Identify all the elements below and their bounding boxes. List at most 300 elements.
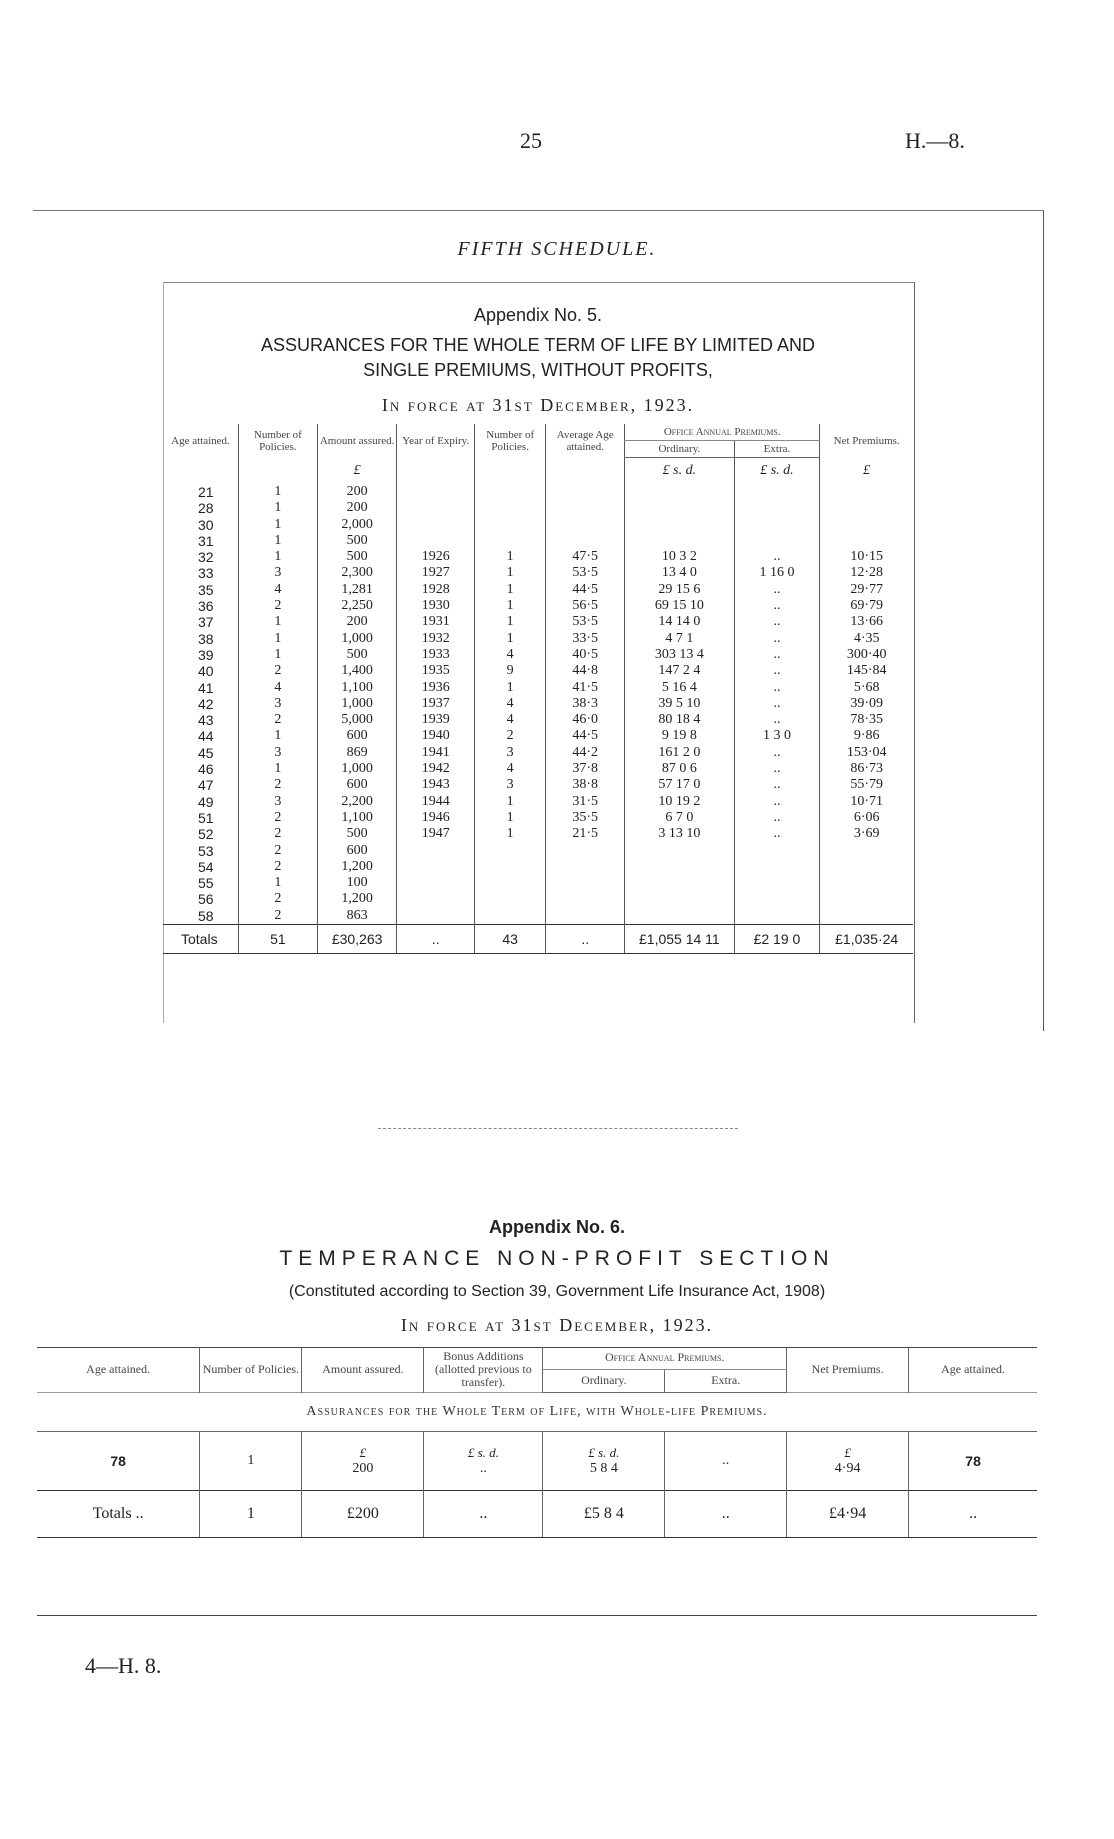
cell-policies: 2	[238, 777, 317, 793]
unit-amount6: £	[359, 1445, 367, 1460]
cell-policies-2: 1	[475, 826, 546, 842]
cell-policies-2	[475, 484, 546, 500]
table-row	[163, 647, 913, 663]
cell-policies: 1	[238, 517, 317, 533]
cell-age: 46	[198, 761, 214, 778]
table-row	[163, 875, 913, 891]
cell-extra	[734, 859, 820, 875]
cell-ordinary	[625, 843, 734, 859]
cell-policies-2: 4	[475, 761, 546, 777]
cell-average-age: 44·5	[546, 728, 625, 744]
cell-year-expiry: 1936	[397, 680, 475, 696]
cell-ordinary-value: 5 8 4	[589, 1461, 618, 1476]
table-row	[163, 810, 913, 826]
cell-year-expiry: 1939	[397, 712, 475, 728]
cell-net	[820, 859, 913, 875]
header-net-premiums: Net Premiums.	[820, 424, 913, 458]
cell-ordinary	[625, 484, 734, 500]
cell-age: 78	[110, 1453, 126, 1469]
cell-extra: ..	[665, 1432, 787, 1491]
cell-average-age: 21·5	[546, 826, 625, 842]
cell-amount: 200	[317, 500, 397, 516]
cell-age: 47	[198, 777, 214, 794]
cell-amount: 1,000	[317, 696, 397, 712]
cell-ordinary	[625, 517, 734, 533]
cell-age: 49	[198, 793, 214, 810]
cell-ordinary: 161 2 0	[625, 745, 734, 761]
cell-extra	[734, 500, 820, 516]
cell-age: 39	[198, 646, 214, 663]
cell-age: 52	[198, 826, 214, 843]
cell-net	[820, 908, 913, 925]
table-row	[163, 680, 913, 696]
table-row	[163, 728, 913, 744]
cell-amount: 600	[317, 777, 397, 793]
cell-amount: 500	[317, 647, 397, 663]
appendix5-heading: Appendix No. 5.	[473, 305, 603, 325]
cell-age: 58	[198, 907, 214, 924]
cell-ordinary: 39 5 10	[625, 696, 734, 712]
table-row	[163, 484, 913, 500]
cell-extra: ..	[734, 647, 820, 663]
cell-amount	[302, 1432, 424, 1491]
cell-policies: 1	[238, 761, 317, 777]
cell-ordinary: 57 17 0	[625, 777, 734, 793]
cell-policies-2: 1	[475, 680, 546, 696]
cell-policies-2: 1	[475, 614, 546, 630]
cell-ordinary: 5 16 4	[625, 680, 734, 696]
cell-ordinary	[625, 875, 734, 891]
cell-year-expiry	[397, 533, 475, 549]
cell-age: 53	[198, 842, 214, 859]
header-age: Age attained.	[171, 434, 230, 447]
appendix5-title-line2: SINGLE PREMIUMS, WITHOUT PROFITS,	[363, 360, 713, 380]
cell-policies-2: 2	[475, 728, 546, 744]
cell-average-age	[546, 533, 625, 549]
cell-year-expiry	[397, 859, 475, 875]
unit-net: £	[820, 458, 913, 485]
header-number-policies-2: Number of Policies.	[475, 424, 546, 458]
cell-age: 54	[198, 858, 214, 875]
cell-policies-2	[475, 533, 546, 549]
cell-policies: 1	[200, 1432, 302, 1491]
cell-age: 36	[198, 598, 214, 615]
table-row	[163, 843, 913, 859]
cell-average-age: 41·5	[546, 680, 625, 696]
cell-policies-2: 1	[475, 565, 546, 581]
table-row	[37, 1432, 1037, 1491]
totals-amount: £30,263	[317, 925, 397, 954]
cell-amount: 1,281	[317, 582, 397, 598]
cell-policies-2: 1	[475, 810, 546, 826]
cell-net	[820, 891, 913, 907]
cell-policies-2	[475, 891, 546, 907]
cell-age: 33	[198, 565, 214, 582]
cell-average-age	[546, 843, 625, 859]
table-row	[163, 859, 913, 875]
cell-net: 145·84	[820, 663, 913, 679]
cell-ordinary: 9 19 8	[625, 728, 734, 744]
cell-extra: ..	[734, 582, 820, 598]
cell-net: 300·40	[820, 647, 913, 663]
cell-extra	[734, 843, 820, 859]
cell-policies: 3	[238, 696, 317, 712]
cell-age: 56	[198, 891, 214, 908]
cell-amount: 1,100	[317, 680, 397, 696]
cell-ordinary	[625, 908, 734, 925]
totals-average-age: ..	[546, 925, 625, 954]
cell-policies: 1	[238, 500, 317, 516]
cell-age: 31	[198, 532, 214, 549]
cell-extra: ..	[734, 745, 820, 761]
cell-bonus	[424, 1432, 543, 1491]
cell-net: 3·69	[820, 826, 913, 842]
cell-year-expiry	[397, 908, 475, 925]
cell-policies-2: 1	[475, 582, 546, 598]
cell-year-expiry: 1935	[397, 663, 475, 679]
schedule-title: FIFTH SCHEDULE.	[457, 238, 657, 260]
header6-net: Net Premiums.	[787, 1347, 909, 1393]
cell-ordinary: 13 4 0	[625, 565, 734, 581]
appendix6-table	[37, 1347, 1037, 1538]
cell-ordinary	[625, 500, 734, 516]
cell-ordinary	[625, 533, 734, 549]
cell-age: 45	[198, 744, 214, 761]
cell-year-expiry: 1933	[397, 647, 475, 663]
cell-amount: 1,000	[317, 761, 397, 777]
cell-year-expiry: 1940	[397, 728, 475, 744]
cell-year-expiry: 1942	[397, 761, 475, 777]
header-office-premiums: Office Annual Premiums.	[625, 424, 820, 441]
cell-year-expiry: 1931	[397, 614, 475, 630]
cell-net	[787, 1432, 909, 1491]
cell-net	[820, 875, 913, 891]
cell-average-age	[546, 500, 625, 516]
cell-net: 39·09	[820, 696, 913, 712]
cell-net: 86·73	[820, 761, 913, 777]
header-amount: Amount assured.	[317, 424, 397, 458]
table-row	[163, 908, 913, 925]
cell-year-expiry	[397, 843, 475, 859]
cell-net: 55·79	[820, 777, 913, 793]
cell-extra	[734, 891, 820, 907]
table-row	[163, 549, 913, 565]
cell-average-age: 38·8	[546, 777, 625, 793]
page-number: 25	[520, 128, 542, 153]
totals-ordinary: £5 8 4	[543, 1491, 665, 1538]
cell-average-age	[546, 517, 625, 533]
cell-net	[820, 484, 913, 500]
cell-policies: 1	[238, 484, 317, 500]
unit-ordinary: £ s. d.	[625, 458, 734, 485]
header6-age-2: Age attained.	[909, 1347, 1037, 1393]
totals-policies: 1	[200, 1491, 302, 1538]
cell-policies: 2	[238, 826, 317, 842]
cell-extra: ..	[734, 598, 820, 614]
cell-policies-2: 1	[475, 549, 546, 565]
unit-bonus6: £ s. d.	[467, 1445, 499, 1460]
cell-policies: 1	[238, 549, 317, 565]
cell-extra: ..	[734, 777, 820, 793]
cell-ordinary: 14 14 0	[625, 614, 734, 630]
cell-extra	[734, 533, 820, 549]
unit-net6: £	[844, 1445, 851, 1460]
cell-average-age: 33·5	[546, 631, 625, 647]
section-divider	[378, 1128, 738, 1129]
table-row	[163, 517, 913, 533]
cell-average-age	[546, 875, 625, 891]
table-row	[163, 598, 913, 614]
table-row	[163, 631, 913, 647]
cell-year-expiry: 1947	[397, 826, 475, 842]
cell-amount: 1,200	[317, 859, 397, 875]
cell-net: 12·28	[820, 565, 913, 581]
cell-policies: 2	[238, 810, 317, 826]
cell-policies-2	[475, 517, 546, 533]
table-row	[163, 826, 913, 842]
totals-extra: ..	[665, 1491, 787, 1538]
cell-policies-2: 1	[475, 598, 546, 614]
unit-ordinary6: £ s. d.	[588, 1445, 620, 1460]
cell-age-2: 78	[909, 1432, 1037, 1491]
cell-year-expiry: 1941	[397, 745, 475, 761]
cell-policies: 2	[238, 891, 317, 907]
table-row	[163, 777, 913, 793]
header-extra: Extra.	[734, 441, 820, 458]
cell-extra: ..	[734, 549, 820, 565]
table-row	[163, 500, 913, 516]
cell-age: 21	[198, 484, 214, 500]
header-average-age: Average Age attained.	[546, 424, 625, 458]
cell-ordinary: 6 7 0	[625, 810, 734, 826]
cell-amount: 200	[317, 614, 397, 630]
totals-ordinary: £1,055 14 11	[625, 925, 734, 954]
cell-average-age	[546, 908, 625, 925]
unit-amount: £	[317, 458, 397, 485]
cell-policies: 1	[238, 533, 317, 549]
cell-net: 10·71	[820, 794, 913, 810]
cell-net	[820, 843, 913, 859]
cell-policies: 1	[238, 614, 317, 630]
cell-age: 42	[198, 695, 214, 712]
cell-ordinary: 87 0 6	[625, 761, 734, 777]
footer-reference: 4—H. 8.	[85, 1653, 162, 1678]
cell-average-age	[546, 891, 625, 907]
cell-ordinary: 80 18 4	[625, 712, 734, 728]
cell-amount: 2,000	[317, 517, 397, 533]
cell-policies: 2	[238, 712, 317, 728]
cell-average-age: 38·3	[546, 696, 625, 712]
cell-average-age: 35·5	[546, 810, 625, 826]
cell-policies-2: 4	[475, 696, 546, 712]
header-year-expiry: Year of Expiry.	[397, 424, 475, 458]
header6-bonus: Bonus Additions (allotted previous to transfer).	[424, 1347, 543, 1393]
cell-policies: 2	[238, 859, 317, 875]
cell-ordinary	[625, 859, 734, 875]
cell-ordinary	[543, 1432, 665, 1491]
cell-extra: ..	[734, 794, 820, 810]
cell-net: 78·35	[820, 712, 913, 728]
cell-amount: 869	[317, 745, 397, 761]
cell-amount: 1,100	[317, 810, 397, 826]
cell-average-age	[546, 859, 625, 875]
cell-policies: 4	[238, 582, 317, 598]
cell-average-age: 44·8	[546, 663, 625, 679]
appendix6-title: TEMPERANCE NON-PROFIT SECTION	[279, 1247, 835, 1270]
cell-average-age: 44·2	[546, 745, 625, 761]
totals-bonus: ..	[424, 1491, 543, 1538]
cell-policies: 3	[238, 565, 317, 581]
unit-extra: £ s. d.	[734, 458, 820, 485]
table-row	[163, 582, 913, 598]
cell-policies: 2	[238, 908, 317, 925]
cell-policies-2: 1	[475, 631, 546, 647]
totals-age: ..	[909, 1491, 1037, 1538]
cell-ordinary: 10 19 2	[625, 794, 734, 810]
cell-policies-2: 4	[475, 712, 546, 728]
cell-extra: 1 16 0	[734, 565, 820, 581]
cell-amount: 200	[317, 484, 397, 500]
cell-amount: 500	[317, 549, 397, 565]
cell-net: 5·68	[820, 680, 913, 696]
table-row	[163, 614, 913, 630]
header-ordinary: Ordinary.	[625, 441, 734, 458]
cell-policies-2	[475, 859, 546, 875]
totals-age: Totals	[163, 925, 238, 954]
cell-ordinary: 69 15 10	[625, 598, 734, 614]
cell-year-expiry	[397, 891, 475, 907]
cell-age: 43	[198, 712, 214, 729]
table-row	[163, 663, 913, 679]
totals-net: £1,035·24	[820, 925, 913, 954]
cell-policies: 1	[238, 647, 317, 663]
cell-extra: ..	[734, 810, 820, 826]
cell-year-expiry: 1928	[397, 582, 475, 598]
cell-policies-2: 9	[475, 663, 546, 679]
cell-policies-2: 3	[475, 777, 546, 793]
table-row	[163, 712, 913, 728]
cell-extra: ..	[734, 631, 820, 647]
cell-year-expiry: 1943	[397, 777, 475, 793]
cell-age: 41	[198, 679, 214, 696]
header6-extra: Extra.	[665, 1369, 787, 1392]
cell-policies: 1	[238, 631, 317, 647]
cell-policies: 2	[238, 843, 317, 859]
cell-age: 32	[198, 549, 214, 566]
appendix5-title-line1: ASSURANCES FOR THE WHOLE TERM OF LIFE BY LIMITED AND	[260, 335, 816, 355]
header6-ordinary: Ordinary.	[543, 1369, 665, 1392]
cell-age: 55	[198, 875, 214, 892]
cell-ordinary: 29 15 6	[625, 582, 734, 598]
cell-policies-2: 4	[475, 647, 546, 663]
totals-amount: £200	[302, 1491, 424, 1538]
cell-year-expiry: 1926	[397, 549, 475, 565]
cell-year-expiry: 1946	[397, 810, 475, 826]
cell-net: 69·79	[820, 598, 913, 614]
cell-policies-2: 1	[475, 794, 546, 810]
cell-ordinary	[625, 891, 734, 907]
appendix6-constituted: (Constituted according to Section 39, Government Life Insurance Act, 1908)	[288, 1283, 826, 1300]
table-row	[163, 565, 913, 581]
cell-age: 40	[198, 663, 214, 680]
cell-age: 30	[198, 516, 214, 533]
cell-average-age	[546, 484, 625, 500]
cell-age: 38	[198, 630, 214, 647]
cell-amount: 2,300	[317, 565, 397, 581]
appendix5-table	[163, 424, 913, 954]
cell-average-age: 53·5	[546, 565, 625, 581]
cell-age: 44	[198, 728, 214, 745]
cell-year-expiry	[397, 517, 475, 533]
cell-extra	[734, 484, 820, 500]
cell-extra	[734, 875, 820, 891]
cell-policies: 2	[238, 598, 317, 614]
cell-policies: 3	[238, 745, 317, 761]
totals-policies: 51	[238, 925, 317, 954]
table-row	[163, 761, 913, 777]
cell-net	[820, 533, 913, 549]
totals-label: Totals ..	[37, 1491, 200, 1538]
cell-net: 6·06	[820, 810, 913, 826]
cell-extra: ..	[734, 712, 820, 728]
cell-average-age: 31·5	[546, 794, 625, 810]
totals-year-expiry: ..	[397, 925, 475, 954]
cell-net: 29·77	[820, 582, 913, 598]
cell-ordinary: 4 7 1	[625, 631, 734, 647]
cell-net: 153·04	[820, 745, 913, 761]
cell-year-expiry: 1937	[397, 696, 475, 712]
cell-age: 51	[198, 809, 214, 826]
cell-amount: 500	[317, 533, 397, 549]
cell-ordinary: 147 2 4	[625, 663, 734, 679]
cell-average-age: 37·8	[546, 761, 625, 777]
cell-amount: 863	[317, 908, 397, 925]
cell-policies-2	[475, 500, 546, 516]
totals-extra: £2 19 0	[734, 925, 820, 954]
cell-year-expiry: 1944	[397, 794, 475, 810]
cell-policies: 1	[238, 728, 317, 744]
cell-amount: 2,250	[317, 598, 397, 614]
header-number-policies: Number of Policies.	[238, 424, 317, 458]
table-row	[163, 745, 913, 761]
cell-extra: ..	[734, 826, 820, 842]
cell-amount: 500	[317, 826, 397, 842]
cell-policies: 2	[238, 663, 317, 679]
cell-policies: 3	[238, 794, 317, 810]
appendix6-subheading: Assurances for the Whole Term of Life, with Whole-life Premiums.	[37, 1393, 1037, 1432]
cell-extra: ..	[734, 614, 820, 630]
header6-number-policies: Number of Policies.	[200, 1347, 302, 1393]
cell-net: 13·66	[820, 614, 913, 630]
cell-amount: 2,200	[317, 794, 397, 810]
table-row	[163, 533, 913, 549]
cell-amount-value: 200	[352, 1461, 374, 1476]
cell-net: 10·15	[820, 549, 913, 565]
cell-policies-2: 3	[475, 745, 546, 761]
cell-ordinary: 303 13 4	[625, 647, 734, 663]
table-row	[163, 696, 913, 712]
appendix5-in-force: In force at 31st December, 1923.	[381, 395, 695, 415]
cell-average-age: 53·5	[546, 614, 625, 630]
cell-policies-2	[475, 908, 546, 925]
cell-extra: ..	[734, 696, 820, 712]
cell-year-expiry: 1930	[397, 598, 475, 614]
cell-amount: 1,400	[317, 663, 397, 679]
cell-policies: 1	[238, 875, 317, 891]
cell-extra: ..	[734, 663, 820, 679]
cell-extra: 1 3 0	[734, 728, 820, 744]
cell-year-expiry	[397, 484, 475, 500]
